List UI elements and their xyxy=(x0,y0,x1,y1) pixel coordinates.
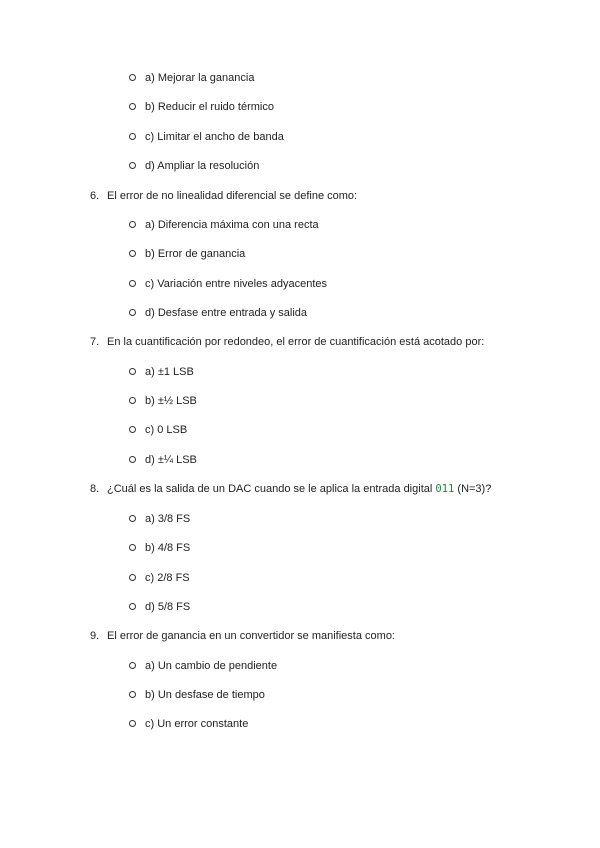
option-8c xyxy=(129,570,190,586)
option-label: d) ±¼ LSB xyxy=(145,454,197,466)
option-label: d) Ampliar la resolución xyxy=(145,160,260,172)
option-7d xyxy=(129,452,197,468)
question-number: 7. xyxy=(90,336,100,348)
question-6 xyxy=(90,188,357,204)
option-9c xyxy=(129,716,248,732)
question-number: 6. xyxy=(90,190,100,202)
option-label: a) 3/8 FS xyxy=(145,513,191,525)
circle-bullet-icon xyxy=(129,162,136,169)
circle-bullet-icon xyxy=(129,456,136,463)
option-prev-a xyxy=(129,70,254,86)
option-6c xyxy=(129,276,327,292)
inline-code: 011 xyxy=(435,483,455,495)
circle-bullet-icon xyxy=(129,662,136,669)
option-label: b) Un desfase de tiempo xyxy=(145,689,265,701)
option-label: c) 0 LSB xyxy=(145,424,188,436)
option-prev-b xyxy=(129,99,274,115)
circle-bullet-icon xyxy=(129,250,136,257)
question-text: ¿Cuál es la salida de un DAC cuando se le aplica la entrada digital xyxy=(107,483,436,495)
option-9b xyxy=(129,687,265,703)
option-8b xyxy=(129,540,190,556)
circle-bullet-icon xyxy=(129,221,136,228)
circle-bullet-icon xyxy=(129,574,136,581)
circle-bullet-icon xyxy=(129,544,136,551)
circle-bullet-icon xyxy=(129,280,136,287)
question-8 xyxy=(90,481,491,497)
question-7 xyxy=(90,334,484,350)
circle-bullet-icon xyxy=(129,426,136,433)
option-9a xyxy=(129,658,277,674)
question-text: El error de ganancia en un convertidor se manifiesta como: xyxy=(107,630,395,642)
option-8a xyxy=(129,511,190,527)
option-label: c) Limitar el ancho de banda xyxy=(145,131,284,143)
option-label: c) Un error constante xyxy=(145,718,249,730)
option-label: a) Mejorar la ganancia xyxy=(145,72,255,84)
circle-bullet-icon xyxy=(129,368,136,375)
option-7c xyxy=(129,422,187,438)
option-label: a) Diferencia máxima con una recta xyxy=(145,219,319,231)
question-9 xyxy=(90,628,395,644)
circle-bullet-icon xyxy=(129,720,136,727)
question-number: 8. xyxy=(90,483,100,495)
option-7b xyxy=(129,393,197,409)
option-8d xyxy=(129,599,190,615)
option-label: b) ±½ LSB xyxy=(145,395,197,407)
option-label: a) ±1 LSB xyxy=(145,366,194,378)
question-text: En la cuantificación por redondeo, el error de cuantificación está acotado por: xyxy=(107,336,485,348)
option-label: c) 2/8 FS xyxy=(145,572,190,584)
circle-bullet-icon xyxy=(129,133,136,140)
option-6a xyxy=(129,217,319,233)
circle-bullet-icon xyxy=(129,103,136,110)
option-6b xyxy=(129,246,245,262)
option-label: a) Un cambio de pendiente xyxy=(145,660,278,672)
circle-bullet-icon xyxy=(129,515,136,522)
option-6d xyxy=(129,305,307,321)
question-number: 9. xyxy=(90,630,100,642)
circle-bullet-icon xyxy=(129,397,136,404)
option-label: d) Desfase entre entrada y salida xyxy=(145,307,308,319)
circle-bullet-icon xyxy=(129,309,136,316)
option-label: b) Reducir el ruido térmico xyxy=(145,101,274,113)
circle-bullet-icon xyxy=(129,74,136,81)
circle-bullet-icon xyxy=(129,691,136,698)
option-label: d) 5/8 FS xyxy=(145,601,191,613)
option-label: b) Error de ganancia xyxy=(145,248,246,260)
option-prev-d xyxy=(129,158,259,174)
question-text-tail: (N=3)? xyxy=(454,483,492,495)
option-label: c) Variación entre niveles adyacentes xyxy=(145,278,328,290)
circle-bullet-icon xyxy=(129,603,136,610)
option-prev-c xyxy=(129,129,284,145)
question-text: El error de no linealidad diferencial se define como: xyxy=(107,190,358,202)
option-7a xyxy=(129,364,194,380)
option-label: b) 4/8 FS xyxy=(145,542,191,554)
